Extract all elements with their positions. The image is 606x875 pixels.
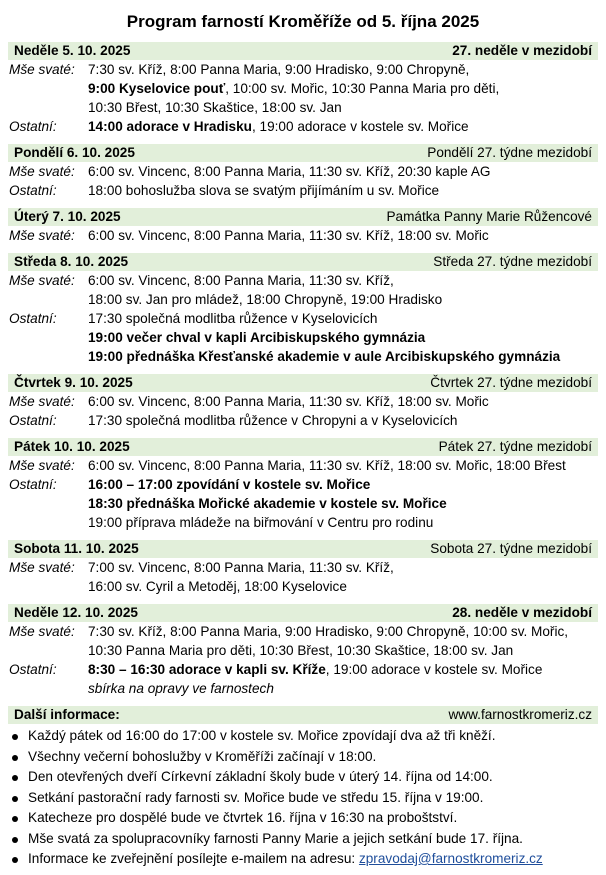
row-label: Mše svaté: bbox=[9, 458, 75, 473]
day-liturgical-title: Pátek 27. týdne mezidobí bbox=[438, 439, 592, 454]
day-header bbox=[8, 253, 598, 271]
highlighted-event: 18:30 přednáška Mořické akademie v kostele sv. Mořice bbox=[88, 496, 447, 511]
schedule-line: 18:00 bohoslužba slova se svatým přijímáním u sv. Mořice bbox=[88, 183, 440, 198]
info-item: Den otevřených dveří Církevní základní školy bude v úterý 14. října od 14:00. bbox=[8, 767, 598, 788]
schedule-line bbox=[88, 494, 598, 513]
other-row bbox=[8, 117, 598, 136]
row-lines bbox=[88, 117, 598, 136]
event-text: , 10:00 sv. Mořic, 10:30 Panna Maria pro děti, bbox=[225, 81, 500, 96]
page-title: Program farností Kroměříže od 5. října 2025 bbox=[126, 12, 480, 31]
day-date: Pátek 10. 10. 2025 bbox=[14, 439, 130, 454]
other-row bbox=[8, 309, 598, 366]
note-text: sbírka na opravy ve farnostech bbox=[88, 681, 274, 696]
day-liturgical-title: 28. neděle v mezidobí bbox=[452, 605, 592, 620]
email-link[interactable]: zpravodaj@farnostkromeriz.cz bbox=[358, 851, 543, 866]
info-title: Další informace: bbox=[14, 707, 120, 722]
schedule-line: 16:00 sv. Cyril a Metoděj, 18:00 Kyselovice bbox=[88, 579, 347, 594]
day-date: Čtvrtek 9. 10. 2025 bbox=[14, 375, 133, 390]
highlighted-event: 9:00 Kyselovice pouť bbox=[88, 81, 226, 96]
schedule-line: 10:30 Panna Maria pro děti, 10:30 Břest, 10:30 Skaštice, 18:00 sv. Jan bbox=[88, 643, 514, 658]
row-label: Mše svaté: bbox=[9, 624, 75, 639]
mass-row bbox=[8, 271, 598, 309]
day-liturgical-title: Čtvrtek 27. týdne mezidobí bbox=[430, 375, 592, 390]
day-section bbox=[8, 42, 598, 136]
row-label: Mše svaté: bbox=[9, 273, 75, 288]
row-lines bbox=[88, 392, 598, 411]
day-header bbox=[8, 208, 598, 226]
day-date: Neděle 12. 10. 2025 bbox=[14, 605, 138, 620]
highlighted-event: 19:00 přednáška Křesťanské akademie v aule Arcibiskupského gymnázia bbox=[88, 349, 561, 364]
info-item: Katecheze pro dospělé bude ve čtvrtek 16. října v 16:30 na proboštství. bbox=[8, 808, 598, 829]
day-section bbox=[8, 438, 598, 532]
other-row bbox=[8, 181, 598, 200]
row-label: Mše svaté: bbox=[9, 560, 75, 575]
highlighted-event: 14:00 adorace v Hradisku bbox=[88, 119, 252, 134]
row-lines bbox=[88, 60, 598, 117]
day-header bbox=[8, 604, 598, 622]
row-lines bbox=[88, 456, 598, 475]
mass-row bbox=[8, 226, 598, 245]
schedule-line bbox=[88, 660, 598, 679]
schedule-line: 17:30 společná modlitba růžence v Chropyni a v Kyselovicích bbox=[88, 413, 458, 428]
row-lines bbox=[88, 162, 598, 181]
row-label: Ostatní: bbox=[9, 477, 57, 492]
row-label: Mše svaté: bbox=[9, 394, 75, 409]
day-liturgical-title: Památka Panny Marie Růžencové bbox=[386, 209, 592, 224]
row-label: Mše svaté: bbox=[9, 62, 75, 77]
info-list bbox=[8, 724, 598, 870]
row-label: Mše svaté: bbox=[9, 228, 75, 243]
days-list bbox=[8, 42, 598, 698]
row-label: Ostatní: bbox=[9, 413, 57, 428]
schedule-line: 18:00 sv. Jan pro mládež, 18:00 Chropyně, 19:00 Hradisko bbox=[88, 292, 443, 307]
day-date: Úterý 7. 10. 2025 bbox=[14, 209, 121, 224]
row-lines bbox=[88, 181, 598, 200]
day-liturgical-title: Sobota 27. týdne mezidobí bbox=[430, 541, 592, 556]
day-date: Neděle 5. 10. 2025 bbox=[14, 43, 131, 58]
schedule-line bbox=[88, 117, 598, 136]
day-header bbox=[8, 42, 598, 60]
schedule-line bbox=[88, 79, 598, 98]
schedule-line: 6:00 sv. Vincenc, 8:00 Panna Maria, 11:30 sv. Kříž, 18:00 sv. Mořic, 18:00 Břest bbox=[88, 458, 566, 473]
schedule-line: 7:30 sv. Kříž, 8:00 Panna Maria, 9:00 Hradisko, 9:00 Chropyně, 10:00 sv. Mořic, bbox=[88, 624, 569, 639]
info-item: Každý pátek od 16:00 do 17:00 v kostele sv. Mořice zpovídají dva až tři kněží. bbox=[8, 726, 598, 747]
schedule-line: 7:00 sv. Vincenc, 8:00 Panna Maria, 11:30 sv. Kříž, bbox=[88, 560, 394, 575]
day-section bbox=[8, 144, 598, 200]
row-label: Ostatní: bbox=[9, 311, 57, 326]
schedule-line: 6:00 sv. Vincenc, 8:00 Panna Maria, 11:30 sv. Kříž, bbox=[88, 273, 394, 288]
row-lines bbox=[88, 309, 598, 366]
highlighted-event: 16:00 – 17:00 zpovídání v kostele sv. Mořice bbox=[88, 477, 371, 492]
day-header bbox=[8, 144, 598, 162]
day-section bbox=[8, 604, 598, 698]
info-item bbox=[8, 849, 598, 870]
day-header bbox=[8, 540, 598, 558]
schedule-line: 6:00 sv. Vincenc, 8:00 Panna Maria, 11:30 sv. Kříž, 20:30 kaple AG bbox=[88, 164, 491, 179]
row-lines bbox=[88, 475, 598, 532]
mass-row bbox=[8, 558, 598, 596]
day-header bbox=[8, 438, 598, 456]
mass-row bbox=[8, 622, 598, 660]
day-header bbox=[8, 374, 598, 392]
schedule-line: 6:00 sv. Vincenc, 8:00 Panna Maria, 11:30 sv. Kříž, 18:00 sv. Mořic bbox=[88, 394, 489, 409]
schedule-line bbox=[88, 679, 598, 698]
day-section bbox=[8, 540, 598, 596]
info-header bbox=[8, 706, 598, 724]
day-section bbox=[8, 253, 598, 366]
row-lines bbox=[88, 411, 598, 430]
mass-row bbox=[8, 60, 598, 117]
schedule-line: 19:00 příprava mládeže na biřmování v Centru pro rodinu bbox=[88, 515, 434, 530]
highlighted-event: 8:30 – 16:30 adorace v kapli sv. Kříže bbox=[88, 662, 326, 677]
day-section bbox=[8, 374, 598, 430]
row-label: Ostatní: bbox=[9, 183, 57, 198]
row-lines bbox=[88, 558, 598, 596]
day-section bbox=[8, 208, 598, 245]
schedule-line: 10:30 Břest, 10:30 Skaštice, 18:00 sv. Jan bbox=[88, 100, 342, 115]
event-text: , 19:00 adorace v kostele sv. Mořice bbox=[325, 662, 543, 677]
info-item: Mše svatá za spolupracovníky farnosti Panny Marie a jejich setkání bude 17. října. bbox=[8, 829, 598, 850]
mass-row bbox=[8, 456, 598, 475]
info-item: Všechny večerní bohoslužby v Kroměříži začínají v 18:00. bbox=[8, 747, 598, 768]
highlighted-event: 19:00 večer chval v kapli Arcibiskupského gymnázia bbox=[88, 330, 426, 345]
row-label: Ostatní: bbox=[9, 662, 57, 677]
schedule-line: 17:30 společná modlitba růžence v Kyselovicích bbox=[88, 311, 378, 326]
day-date: Pondělí 6. 10. 2025 bbox=[14, 145, 135, 160]
row-lines bbox=[88, 271, 598, 309]
row-lines bbox=[88, 660, 598, 698]
schedule-line bbox=[88, 347, 598, 366]
day-liturgical-title: 27. neděle v mezidobí bbox=[452, 43, 592, 58]
schedule-line: 6:00 sv. Vincenc, 8:00 Panna Maria, 11:30 sv. Kříž, 18:00 sv. Mořic bbox=[88, 228, 489, 243]
schedule-line: 7:30 sv. Kříž, 8:00 Panna Maria, 9:00 Hradisko, 9:00 Chropyně, bbox=[88, 62, 470, 77]
day-date: Středa 8. 10. 2025 bbox=[14, 254, 129, 269]
row-label: Mše svaté: bbox=[9, 164, 75, 179]
row-lines bbox=[88, 226, 598, 245]
other-row bbox=[8, 660, 598, 698]
other-row bbox=[8, 411, 598, 430]
schedule-line bbox=[88, 475, 598, 494]
info-item: Setkání pastorační rady farnosti sv. Mořice bude ve středu 15. října v 19:00. bbox=[8, 788, 598, 809]
schedule-line bbox=[88, 328, 598, 347]
day-date: Sobota 11. 10. 2025 bbox=[14, 541, 139, 556]
row-lines bbox=[88, 622, 598, 660]
mass-row bbox=[8, 392, 598, 411]
day-liturgical-title: Středa 27. týdne mezidobí bbox=[433, 254, 592, 269]
info-item-text: Informace ke zveřejnění posílejte e-mailem na adresu: bbox=[28, 851, 359, 866]
website-link[interactable]: www.farnostkromeriz.cz bbox=[448, 707, 592, 722]
other-row bbox=[8, 475, 598, 532]
day-liturgical-title: Pondělí 27. týdne mezidobí bbox=[427, 145, 592, 160]
event-text: , 19:00 adorace v kostele sv. Mořice bbox=[251, 119, 469, 134]
row-label: Ostatní: bbox=[9, 119, 57, 134]
mass-row bbox=[8, 162, 598, 181]
bulletin-page bbox=[8, 0, 598, 870]
